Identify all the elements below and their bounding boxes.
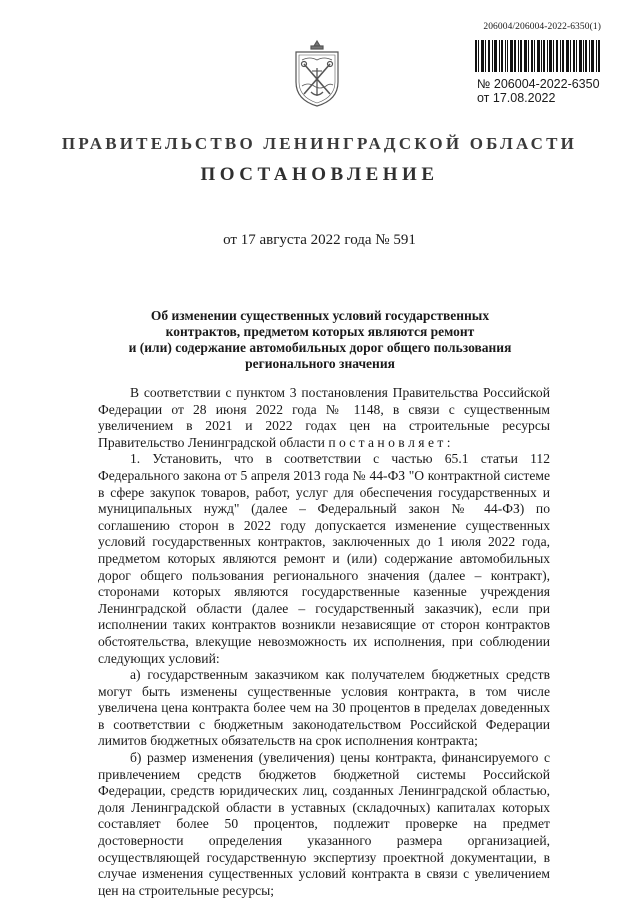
registration-number: № 206004-2022-6350	[477, 77, 600, 91]
heading-line: и (или) содержание автомобильных дорог общего пользования	[128, 340, 512, 355]
document-type: ПОСТАНОВЛЕНИЕ	[200, 164, 439, 185]
decree-date-number: от 17 августа 2022 года № 591	[223, 232, 416, 248]
registration-block	[477, 77, 600, 105]
registration-date: от 17.08.2022	[477, 91, 556, 105]
heading-line: Об изменении существенных условий государственных	[150, 308, 490, 323]
document-id: 206004/206004-2022-6350(1)	[483, 22, 601, 32]
heading-line: контрактов, предметом которых являются ремонт	[165, 324, 475, 339]
body-paragraph-preamble: В соответствии с пунктом 3 постановления Правительства Российской Федерации от 28 июня 2022 года № 1148, в связи с существенным увеличением в 2021 и 2022 годах цен на строительные ресурсы Правительство Ленинградской области п о с т а н о в л я е т :	[98, 385, 550, 450]
body-paragraph-subitem-a: а) государственным заказчиком как получателем бюджетных средств могут быть изменены существенные условия контракта, в том числе увеличена цена контракта более чем на 30 процентов в пределах доведенных в соответствии с бюджетным законодательством Российской Федерации лимитов бюджетных обязательств на срок исполнения контракта;	[98, 667, 550, 749]
heading-line: регионального значения	[245, 356, 395, 371]
leningrad-oblast-coat-of-arms-icon	[290, 38, 344, 108]
decree-body	[98, 385, 550, 899]
decree-heading	[120, 308, 520, 372]
body-paragraph-subitem-b: б) размер изменения (увеличения) цены контракта, финансируемого с привлечением средств бюджетов бюджетной системы Российской Федерации, средств юридических лиц, созданных Ленинградской областью, доля Ленинградской области в уставных (складочных) капиталах которых составляет более 50 процентов, подлежит проверке на предмет достоверности определения указанного размера организацией, осуществляющей государственную экспертизу проектной документации, в случае изменения существенных условий контракта в связи с увеличением цен на строительные ресурсы;	[98, 750, 550, 898]
barcode-icon	[475, 40, 601, 72]
government-title: ПРАВИТЕЛЬСТВО ЛЕНИНГРАДСКОЙ ОБЛАСТИ	[61, 134, 578, 153]
body-paragraph-item-1: 1. Установить, что в соответствии с частью 65.1 статьи 112 Федерального закона от 5 апреля 2013 года № 44-ФЗ "О контрактной системе в сфере закупок товаров, работ, услуг для обеспечения государственных и муниципальных нужд" (далее – Федеральный закон № 44-ФЗ) по соглашению сторон в 2022 году допускается изменение существенных условий государственных контрактов, заключенных до 1 июля 2022 года, предметом которых являются ремонт и (или) содержание автомобильных дорог общего пользования регионального значения (далее – контракт), сторонами которых являются государственные казенные учреждения Ленинградской области (далее – государственный заказчик), если при исполнении таких контрактов возникли независящие от сторон контрактов обстоятельства, влекущие невозможность их исполнения, при соблюдении следующих условий:	[98, 451, 550, 666]
